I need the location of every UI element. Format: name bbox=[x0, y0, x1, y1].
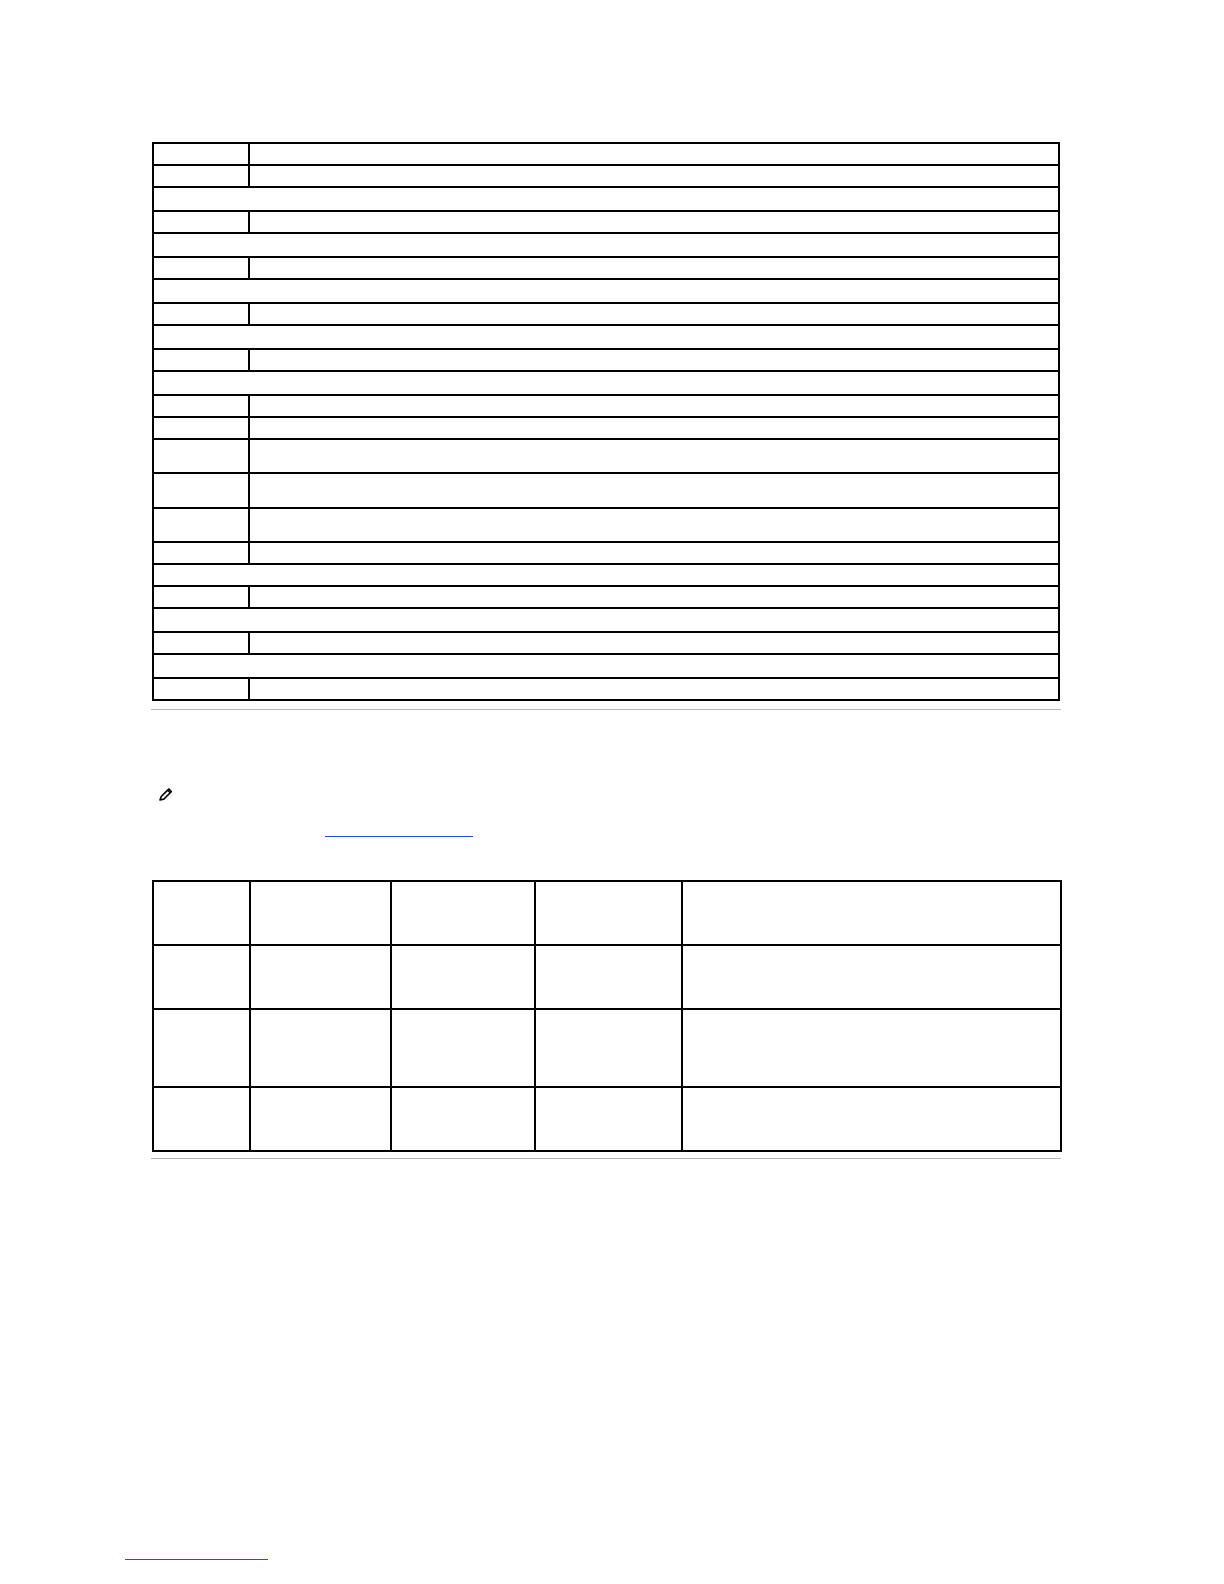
spec-value bbox=[249, 508, 1059, 542]
spec-value bbox=[249, 542, 1059, 564]
spec-row bbox=[153, 211, 1059, 233]
spec-value bbox=[249, 395, 1059, 417]
spec-section-row bbox=[153, 187, 1059, 211]
spec-section-row bbox=[153, 608, 1059, 632]
spec-row bbox=[153, 257, 1059, 279]
table-cell bbox=[250, 1009, 391, 1087]
spec-label bbox=[153, 257, 249, 279]
note-pencil-icon bbox=[158, 787, 174, 803]
specifications-table-body bbox=[153, 143, 1059, 700]
spec-section-row bbox=[153, 654, 1059, 678]
spec-section-row bbox=[153, 233, 1059, 257]
table-cell bbox=[535, 881, 682, 945]
table-cell bbox=[153, 1009, 250, 1087]
spec-row bbox=[153, 678, 1059, 700]
spec-label bbox=[153, 632, 249, 654]
spec-label bbox=[153, 473, 249, 508]
table-row bbox=[153, 1087, 1061, 1151]
spec-label bbox=[153, 508, 249, 542]
spec-row bbox=[153, 349, 1059, 371]
spec-label bbox=[153, 349, 249, 371]
spec-section-title bbox=[153, 325, 1059, 349]
spec-label bbox=[153, 211, 249, 233]
table-cell bbox=[535, 1087, 682, 1151]
spec-row bbox=[153, 165, 1059, 187]
table-cell bbox=[153, 945, 250, 1009]
spec-value bbox=[249, 586, 1059, 608]
table-cell bbox=[391, 881, 535, 945]
spec-value bbox=[249, 349, 1059, 371]
spec-label bbox=[153, 143, 249, 165]
table-cell bbox=[250, 945, 391, 1009]
table-row bbox=[153, 1009, 1061, 1087]
spec-section-title bbox=[153, 654, 1059, 678]
table-cell bbox=[391, 1087, 535, 1151]
spec-label bbox=[153, 542, 249, 564]
table-cell bbox=[682, 881, 1061, 945]
spec-label bbox=[153, 678, 249, 700]
table-cell bbox=[682, 1009, 1061, 1087]
table-cell bbox=[250, 881, 391, 945]
spec-section-title bbox=[153, 608, 1059, 632]
spec-section-title bbox=[153, 371, 1059, 395]
spec-value bbox=[249, 439, 1059, 473]
table-cell bbox=[535, 1009, 682, 1087]
spec-label bbox=[153, 586, 249, 608]
spec-value bbox=[249, 143, 1059, 165]
footer-link-underline bbox=[125, 1559, 268, 1560]
spec-row bbox=[153, 508, 1059, 542]
comparison-table-body bbox=[153, 881, 1061, 1151]
table-cell bbox=[250, 1087, 391, 1151]
spec-section-title bbox=[153, 187, 1059, 211]
spec-row bbox=[153, 417, 1059, 439]
spec-value bbox=[249, 303, 1059, 325]
table-cell bbox=[682, 1087, 1061, 1151]
spec-row bbox=[153, 395, 1059, 417]
spec-label bbox=[153, 395, 249, 417]
spec-row bbox=[153, 473, 1059, 508]
spec-section-title bbox=[153, 279, 1059, 303]
table-cell bbox=[391, 1009, 535, 1087]
spec-label bbox=[153, 165, 249, 187]
spec-section-title bbox=[153, 233, 1059, 257]
table-cell bbox=[153, 1087, 250, 1151]
specifications-table bbox=[152, 142, 1060, 701]
section-divider bbox=[151, 1158, 1061, 1159]
spec-value bbox=[249, 211, 1059, 233]
table-cell bbox=[535, 945, 682, 1009]
table-cell bbox=[391, 945, 535, 1009]
spec-label bbox=[153, 303, 249, 325]
comparison-table bbox=[152, 880, 1062, 1152]
spec-label bbox=[153, 439, 249, 473]
spec-section-title bbox=[153, 564, 1059, 586]
spec-value bbox=[249, 417, 1059, 439]
note-link[interactable] bbox=[325, 820, 473, 836]
spec-value bbox=[249, 165, 1059, 187]
spec-value bbox=[249, 257, 1059, 279]
table-row bbox=[153, 945, 1061, 1009]
footer-link[interactable] bbox=[125, 1543, 268, 1559]
spec-row bbox=[153, 439, 1059, 473]
spec-section-row bbox=[153, 279, 1059, 303]
spec-value bbox=[249, 678, 1059, 700]
spec-value bbox=[249, 473, 1059, 508]
spec-row bbox=[153, 632, 1059, 654]
spec-section-row bbox=[153, 371, 1059, 395]
spec-row bbox=[153, 143, 1059, 165]
spec-row bbox=[153, 542, 1059, 564]
spec-section-row bbox=[153, 325, 1059, 349]
section-divider bbox=[151, 709, 1061, 710]
spec-section-row bbox=[153, 564, 1059, 586]
table-cell bbox=[682, 945, 1061, 1009]
note-link-underline bbox=[325, 836, 473, 837]
table-row bbox=[153, 881, 1061, 945]
spec-row bbox=[153, 586, 1059, 608]
spec-label bbox=[153, 417, 249, 439]
table-cell bbox=[153, 881, 250, 945]
spec-value bbox=[249, 632, 1059, 654]
spec-row bbox=[153, 303, 1059, 325]
